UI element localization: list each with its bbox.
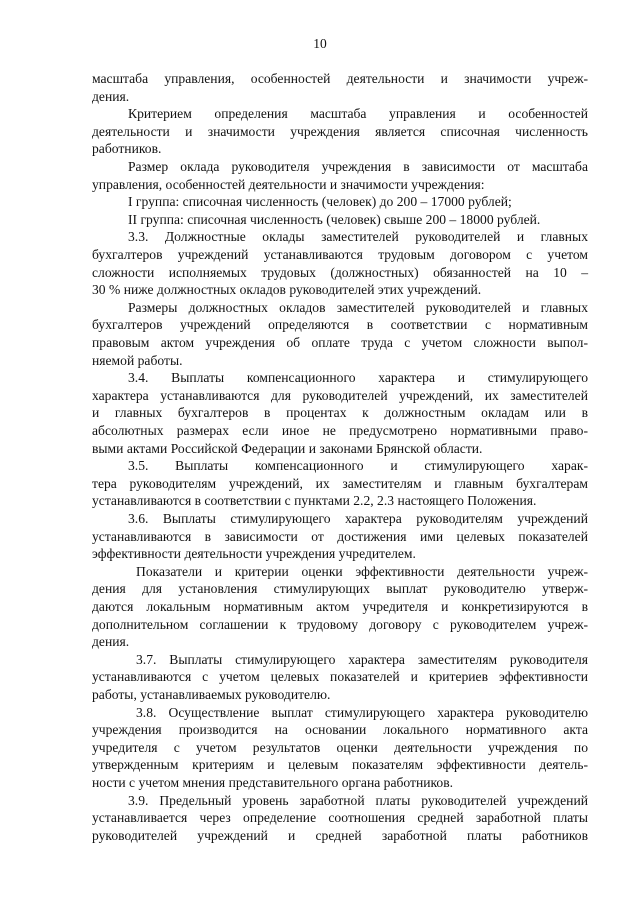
text-line: II группа: списочная численность (человек) свыше 200 – 18000 рублей. <box>128 211 541 227</box>
text-line: и главных бухгалтеров в процентах к должностным окладам или в <box>92 405 588 421</box>
text-line: Размер оклада руководителя учреждения в зависимости от масштаба <box>128 159 588 174</box>
text-line: дения. <box>92 88 130 104</box>
text-line: учредителя с учетом результатов оценки деятельности учреждения по <box>92 739 588 755</box>
text-line: 3.4. Выплаты компенсационного характера и стимулирующего <box>128 370 588 386</box>
text-line: устанавливаются в зависимости от достижения ими целевых показателей <box>92 528 588 544</box>
text-line: устанавливаются в соответствии с пунктами 2.2, 2.3 настоящего Положения. <box>92 493 537 509</box>
text-line: эффективности деятельности учреждения учредителем. <box>92 546 416 562</box>
text-line: бухгалтеров учреждений устанавливаются трудовым договором с учетом <box>92 247 588 262</box>
text-line: дения для установления стимулирующих выплат руководителю утверж- <box>92 581 588 597</box>
text-line: устанавливается через определение соотношения средней заработной платы <box>92 810 588 826</box>
text-line: учреждения производится на основании локального нормативного акта <box>92 722 588 738</box>
text-line: выми актами Российской Федерации и законами Брянской области. <box>92 440 483 456</box>
text-line: Показатели и критерии оценки эффективности деятельности учреж- <box>136 563 588 579</box>
text-line: абсолютных размерах если иное не предусмотрено нормативными право- <box>92 423 588 438</box>
text-line: 3.9. Предельный уровень заработной платы руководителей учреждений <box>128 792 588 808</box>
text-line: устанавливаются с учетом целевых показателей и критериев эффективности <box>92 669 588 685</box>
page-number: 10 <box>313 36 327 51</box>
text-line: ности с учетом мнения представительного органа работников. <box>92 775 454 790</box>
text-line: няемой работы. <box>92 352 183 368</box>
text-line: управления, особенностей деятельности и значимости учреждения: <box>92 176 485 192</box>
text-line: 3.3. Должностные оклады заместителей руководителей и главных <box>128 229 588 245</box>
text-line: 3.8. Осуществление выплат стимулирующего характера руководителю <box>136 704 588 720</box>
text-line: деятельности и значимости учреждения является списочная численность <box>92 123 588 139</box>
text-line: 3.6. Выплаты стимулирующего характера руководителям учреждений <box>128 511 588 526</box>
text-line: 3.7. Выплаты стимулирующего характера заместителям руководителя <box>136 651 588 667</box>
text-line: дения. <box>92 634 130 650</box>
text-line: I группа: списочная численность (человек) до 200 – 17000 рублей; <box>128 194 512 210</box>
text-line: руководителей учреждений и средней заработной платы работников <box>92 827 588 843</box>
text-line: Размеры должностных окладов заместителей руководителей и главных <box>128 299 588 315</box>
text-line: даются локальным нормативным актом учредителя и конкретизируются в <box>92 599 588 614</box>
text-line: тера руководителям учреждений, их заместителям и главным бухгалтерам <box>92 475 588 491</box>
text-line: Критерием определения масштаба управления и особенностей <box>128 106 588 122</box>
text-line: работников. <box>92 141 162 157</box>
text-line: масштаба управления, особенностей деятельности и значимости учреж- <box>92 71 588 86</box>
text-line: работы, устанавливаемых руководителю. <box>92 687 331 702</box>
text-line: утвержденным критериям и целевым показателям эффективности деятель- <box>92 757 588 773</box>
text-line: 30 % ниже должностных окладов руководителей этих учреждений. <box>92 282 482 298</box>
text-line: характера устанавливаются для руководителей учреждений, их заместителей <box>92 387 588 403</box>
text-line: дополнительном соглашении к трудовому договору с руководителем учреж- <box>92 616 588 632</box>
text-line: сложности исполняемых трудовых (должностных) обязанностей на 10 – <box>92 264 588 280</box>
text-line: правовым актом учреждения об оплате труда с учетом сложности выпол- <box>92 335 588 350</box>
text-line: бухгалтеров учреждений определяются в соответствии с нормативным <box>92 317 588 333</box>
text-line: 3.5. Выплаты компенсационного и стимулирующего харак- <box>128 458 588 474</box>
